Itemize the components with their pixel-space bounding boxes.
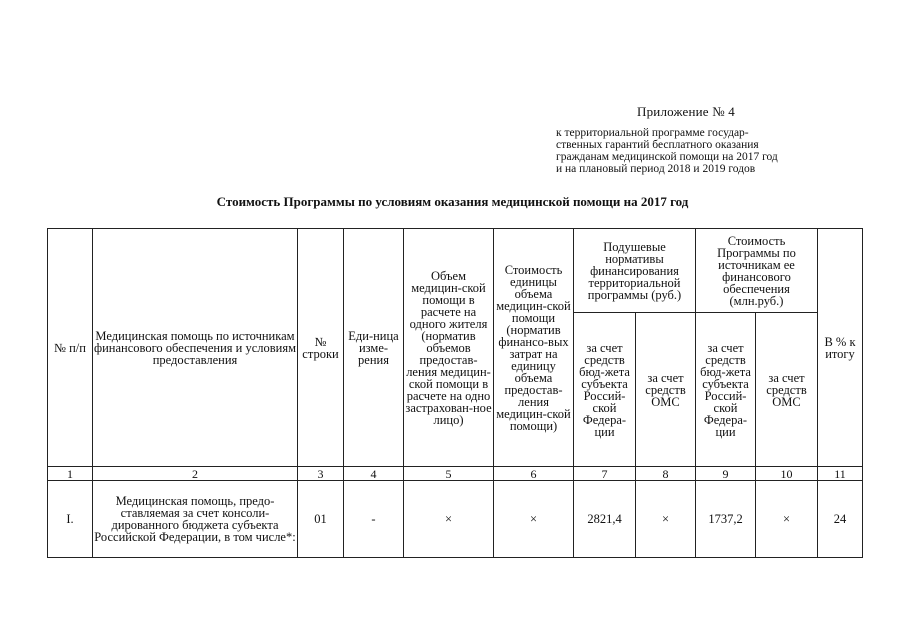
cell-num: I. xyxy=(48,481,93,558)
column-number: 1 xyxy=(48,467,93,481)
column-number: 6 xyxy=(494,467,574,481)
cell-budget-rub: 2821,4 xyxy=(574,481,636,558)
header-num: № п/п xyxy=(48,229,93,467)
header-oms-rub: за счет средств ОМС xyxy=(636,313,696,467)
header-unit: Еди-ница изме-рения xyxy=(344,229,404,467)
appendix-line: к территориальной программе государ- xyxy=(556,127,749,139)
column-number: 2 xyxy=(93,467,298,481)
cell-name: Медицинская помощь, предо-ставляемая за счет консоли-дированного бюджета субъекта Российской Федерации, в том числе*: xyxy=(93,481,298,558)
header-per-capita: Подушевые нормативы финансирования территориальной программы (руб.) xyxy=(574,229,696,313)
header-budget-rub: за счет средств бюд-жета субъекта Россий-ской Федера-ции xyxy=(574,313,636,467)
header-cost-sources: Стоимость Программы по источникам ее финансового обеспечения (млн.руб.) xyxy=(696,229,818,313)
column-number: 10 xyxy=(756,467,818,481)
column-number: 7 xyxy=(574,467,636,481)
header-volume: Объем медицин-ской помощи в расчете на одного жителя (норматив объемов предостав-ления медицин-ской помощи в расчете на одно застрахован-ное лицо) xyxy=(404,229,494,467)
appendix-line: и на плановый период 2018 и 2019 годов xyxy=(556,163,756,175)
header-care: Медицинская помощь по источникам финансового обеспечения и условиям предоставления xyxy=(93,229,298,467)
header-share: В % к итогу xyxy=(818,229,863,467)
cell-row-num: 01 xyxy=(298,481,344,558)
header-budget-mln: за счет средств бюд-жета субъекта Россий-ской Федера-ции xyxy=(696,313,756,467)
column-number: 11 xyxy=(818,467,863,481)
column-number: 9 xyxy=(696,467,756,481)
cell-budget-mln: 1737,2 xyxy=(696,481,756,558)
cell-volume: × xyxy=(404,481,494,558)
column-number-row xyxy=(48,467,863,481)
column-number: 5 xyxy=(404,467,494,481)
cell-unit: - xyxy=(344,481,404,558)
document-title: Стоимость Программы по условиям оказания медицинской помощи на 2017 год xyxy=(216,194,689,209)
header-oms-mln: за счет средств ОМС xyxy=(756,313,818,467)
header-row-num: № строки xyxy=(298,229,344,467)
cell-share: 24 xyxy=(818,481,863,558)
appendix-title: Приложение № 4 xyxy=(637,104,735,119)
cost-table xyxy=(47,228,863,558)
cell-oms-mln: × xyxy=(756,481,818,558)
cell-unit-cost: × xyxy=(494,481,574,558)
column-number: 4 xyxy=(344,467,404,481)
column-number: 3 xyxy=(298,467,344,481)
appendix-line: гражданам медицинской помощи на 2017 год xyxy=(556,151,778,163)
appendix-text xyxy=(556,127,846,175)
cell-oms-rub: × xyxy=(636,481,696,558)
column-number: 8 xyxy=(636,467,696,481)
header-unit-cost: Стоимость единицы объема медицин-ской помощи (норматив финансо-вых затрат на единицу объема предостав-ления медицин-ской помощи) xyxy=(494,229,574,467)
table-row xyxy=(48,481,863,558)
appendix-line: ственных гарантий бесплатного оказания xyxy=(556,139,759,151)
